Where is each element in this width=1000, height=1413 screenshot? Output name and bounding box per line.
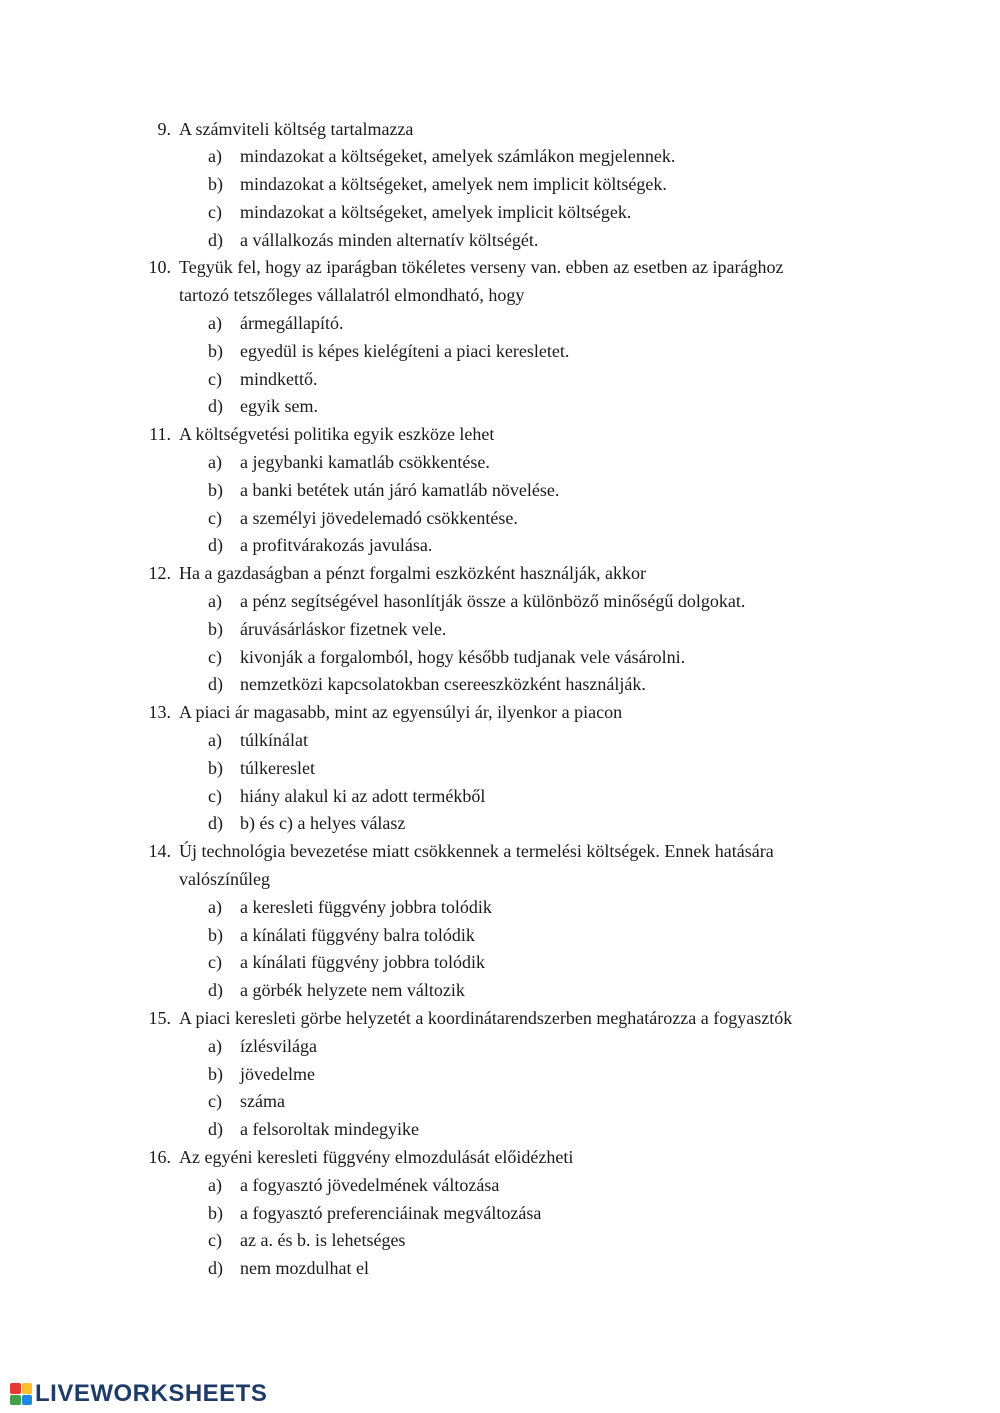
option-letter: d) <box>208 229 223 250</box>
answer-option[interactable] <box>0 227 1000 255</box>
option-letter: b) <box>208 618 223 639</box>
option-text: a keresleti függvény jobbra tolódik <box>240 896 492 917</box>
logo-square-blue <box>22 1395 33 1406</box>
option-text: a vállalkozás minden alternatív költségét. <box>240 229 539 250</box>
option-text: mindazokat a költségeket, amelyek számlákon megjelennek. <box>240 146 676 167</box>
question-number: 13. <box>148 702 171 723</box>
liveworksheets-logo-icon <box>10 1383 32 1405</box>
option-text: a profitvárakozás javulása. <box>240 535 433 556</box>
option-text: a görbék helyzete nem változik <box>240 980 465 1001</box>
option-letter: c) <box>208 1091 222 1112</box>
question-number: 11. <box>149 424 171 445</box>
option-letter: b) <box>208 924 223 945</box>
question-text-continued: valószínűleg <box>179 869 270 890</box>
option-letter: b) <box>208 174 223 195</box>
question-text: Az egyéni keresleti függvény elmozdulását előidézheti <box>179 1146 574 1167</box>
option-text: a személyi jövedelemadó csökkentése. <box>240 507 518 528</box>
question-12 <box>0 560 1000 699</box>
logo-square-yellow <box>22 1383 33 1394</box>
option-text: a kínálati függvény balra tolódik <box>240 924 475 945</box>
answer-option[interactable] <box>0 1116 1000 1144</box>
option-text: jövedelme <box>240 1063 315 1084</box>
option-letter: d) <box>208 1119 223 1140</box>
answer-option[interactable] <box>0 1172 1000 1200</box>
option-letter: a) <box>208 1174 222 1195</box>
question-text: Ha a gazdaságban a pénzt forgalmi eszközként használják, akkor <box>179 563 646 584</box>
option-letter: c) <box>208 785 222 806</box>
option-text: hiány alakul ki az adott termékből <box>240 785 486 806</box>
answer-option[interactable] <box>0 1088 1000 1116</box>
option-letter: a) <box>208 313 222 334</box>
question-14 <box>0 838 1000 1005</box>
answer-option[interactable] <box>0 922 1000 950</box>
question-15 <box>0 1005 1000 1144</box>
answer-option[interactable] <box>0 1227 1000 1255</box>
answer-option[interactable] <box>0 588 1000 616</box>
question-text-continued: tartozó tetszőleges vállalatról elmondható, hogy <box>179 285 525 306</box>
option-letter: d) <box>208 535 223 556</box>
option-letter: b) <box>208 340 223 361</box>
option-letter: d) <box>208 813 223 834</box>
answer-option[interactable] <box>0 1061 1000 1089</box>
option-text: a fogyasztó jövedelmének változása <box>240 1174 500 1195</box>
option-letter: b) <box>208 479 223 500</box>
question-text: Új technológia bevezetése miatt csökkennek a termelési költségek. Ennek hatására <box>179 841 774 862</box>
option-letter: d) <box>208 396 223 417</box>
logo-square-red <box>10 1383 21 1394</box>
option-text: nemzetközi kapcsolatokban csereeszközként használják. <box>240 674 646 695</box>
option-letter: c) <box>208 952 222 973</box>
option-text: a kínálati függvény jobbra tolódik <box>240 952 485 973</box>
option-letter: a) <box>208 1035 222 1056</box>
question-number: 12. <box>148 563 171 584</box>
option-letter: c) <box>208 201 222 222</box>
question-13 <box>0 699 1000 838</box>
option-text: kivonják a forgalomból, hogy később tudjanak vele vásárolni. <box>240 646 686 667</box>
question-stem <box>0 699 1000 727</box>
option-letter: a) <box>208 146 222 167</box>
option-text: száma <box>240 1091 285 1112</box>
option-text: túlkínálat <box>240 730 308 751</box>
question-text: A költségvetési politika egyik eszköze lehet <box>179 424 495 445</box>
option-letter: c) <box>208 1230 222 1251</box>
answer-option[interactable] <box>0 338 1000 366</box>
answer-option[interactable] <box>0 949 1000 977</box>
answer-option[interactable] <box>0 505 1000 533</box>
option-text: mindazokat a költségeket, amelyek implicit költségek. <box>240 201 632 222</box>
option-text: b) és c) a helyes válasz <box>240 813 406 834</box>
answer-option[interactable] <box>0 449 1000 477</box>
answer-option[interactable] <box>0 310 1000 338</box>
option-text: a pénz segítségével hasonlítják össze a különböző minőségű dolgokat. <box>240 591 746 612</box>
answer-option[interactable] <box>0 199 1000 227</box>
question-16 <box>0 1144 1000 1283</box>
option-letter: b) <box>208 1202 223 1223</box>
option-text: a banki betétek után járó kamatláb növelése. <box>240 479 560 500</box>
question-number: 15. <box>148 1008 171 1028</box>
question-10 <box>0 254 1000 421</box>
question-text: A piaci ár magasabb, mint az egyensúlyi ár, ilyenkor a piacon <box>179 702 623 723</box>
question-number: 10. <box>148 257 171 278</box>
answer-option[interactable] <box>0 393 1000 421</box>
option-letter: a) <box>208 452 222 473</box>
question-stem <box>0 1005 1000 1033</box>
answer-option[interactable] <box>0 532 1000 560</box>
answer-option[interactable] <box>0 727 1000 755</box>
answer-option[interactable] <box>0 143 1000 171</box>
option-text: nem mozdulhat el <box>240 1258 369 1279</box>
answer-option[interactable] <box>0 977 1000 1005</box>
question-text: A piaci keresleti görbe helyzetét a koordinátarendszerben meghatározza a fogyasztók <box>179 1008 793 1028</box>
answer-option[interactable] <box>0 366 1000 394</box>
answer-option[interactable] <box>0 755 1000 783</box>
option-letter: b) <box>208 757 223 778</box>
option-letter: c) <box>208 368 222 389</box>
option-text: egyik sem. <box>240 396 318 417</box>
answer-option[interactable] <box>0 1033 1000 1061</box>
answer-option[interactable] <box>0 783 1000 811</box>
option-text: a fogyasztó preferenciáinak megváltozása <box>240 1202 542 1223</box>
option-letter: c) <box>208 507 222 528</box>
question-stem <box>0 421 1000 449</box>
question-stem <box>0 838 1000 866</box>
question-number: 9. <box>157 118 171 139</box>
question-number: 16. <box>148 1146 171 1167</box>
option-text: túlkereslet <box>240 757 315 778</box>
option-letter: d) <box>208 674 223 695</box>
logo-text: LIVEWORKSHEETS <box>35 1380 268 1407</box>
option-text: a jegybanki kamatláb csökkentése. <box>240 452 490 473</box>
footer-logo[interactable] <box>10 1381 267 1407</box>
answer-option[interactable] <box>0 671 1000 699</box>
answer-option[interactable] <box>0 894 1000 922</box>
answer-option[interactable] <box>0 810 1000 838</box>
answer-option[interactable] <box>0 1200 1000 1228</box>
answer-option[interactable] <box>0 171 1000 199</box>
option-letter: c) <box>208 646 222 667</box>
question-stem <box>0 116 1000 144</box>
question-list <box>0 116 1000 1283</box>
option-text: áruvásárláskor fizetnek vele. <box>240 618 447 639</box>
answer-option[interactable] <box>0 644 1000 672</box>
question-9 <box>0 116 1000 255</box>
answer-option[interactable] <box>0 477 1000 505</box>
option-text: egyedül is képes kielégíteni a piaci keresletet. <box>240 340 570 361</box>
option-text: az a. és b. is lehetséges <box>240 1230 406 1251</box>
option-text: ármegállapító. <box>240 313 344 334</box>
option-letter: b) <box>208 1063 223 1084</box>
answer-option[interactable] <box>0 1255 1000 1283</box>
question-number: 14. <box>148 841 171 862</box>
question-text: Tegyük fel, hogy az iparágban tökéletes verseny van. ebben az esetben az iparághoz <box>179 257 784 278</box>
question-text: A számviteli költség tartalmazza <box>179 118 414 139</box>
question-11 <box>0 421 1000 560</box>
option-text: mindkettő. <box>240 368 318 389</box>
answer-option[interactable] <box>0 616 1000 644</box>
option-text: a felsoroltak mindegyike <box>240 1119 419 1140</box>
option-letter: a) <box>208 591 222 612</box>
option-text: ízlésvilága <box>240 1035 317 1056</box>
logo-square-green <box>10 1395 21 1406</box>
option-letter: a) <box>208 730 222 751</box>
question-stem <box>0 1144 1000 1172</box>
option-letter: a) <box>208 896 222 917</box>
question-stem <box>0 254 1000 282</box>
option-letter: d) <box>208 980 223 1001</box>
option-letter: d) <box>208 1258 223 1279</box>
question-stem <box>0 560 1000 588</box>
option-text: mindazokat a költségeket, amelyek nem implicit költségek. <box>240 174 667 195</box>
